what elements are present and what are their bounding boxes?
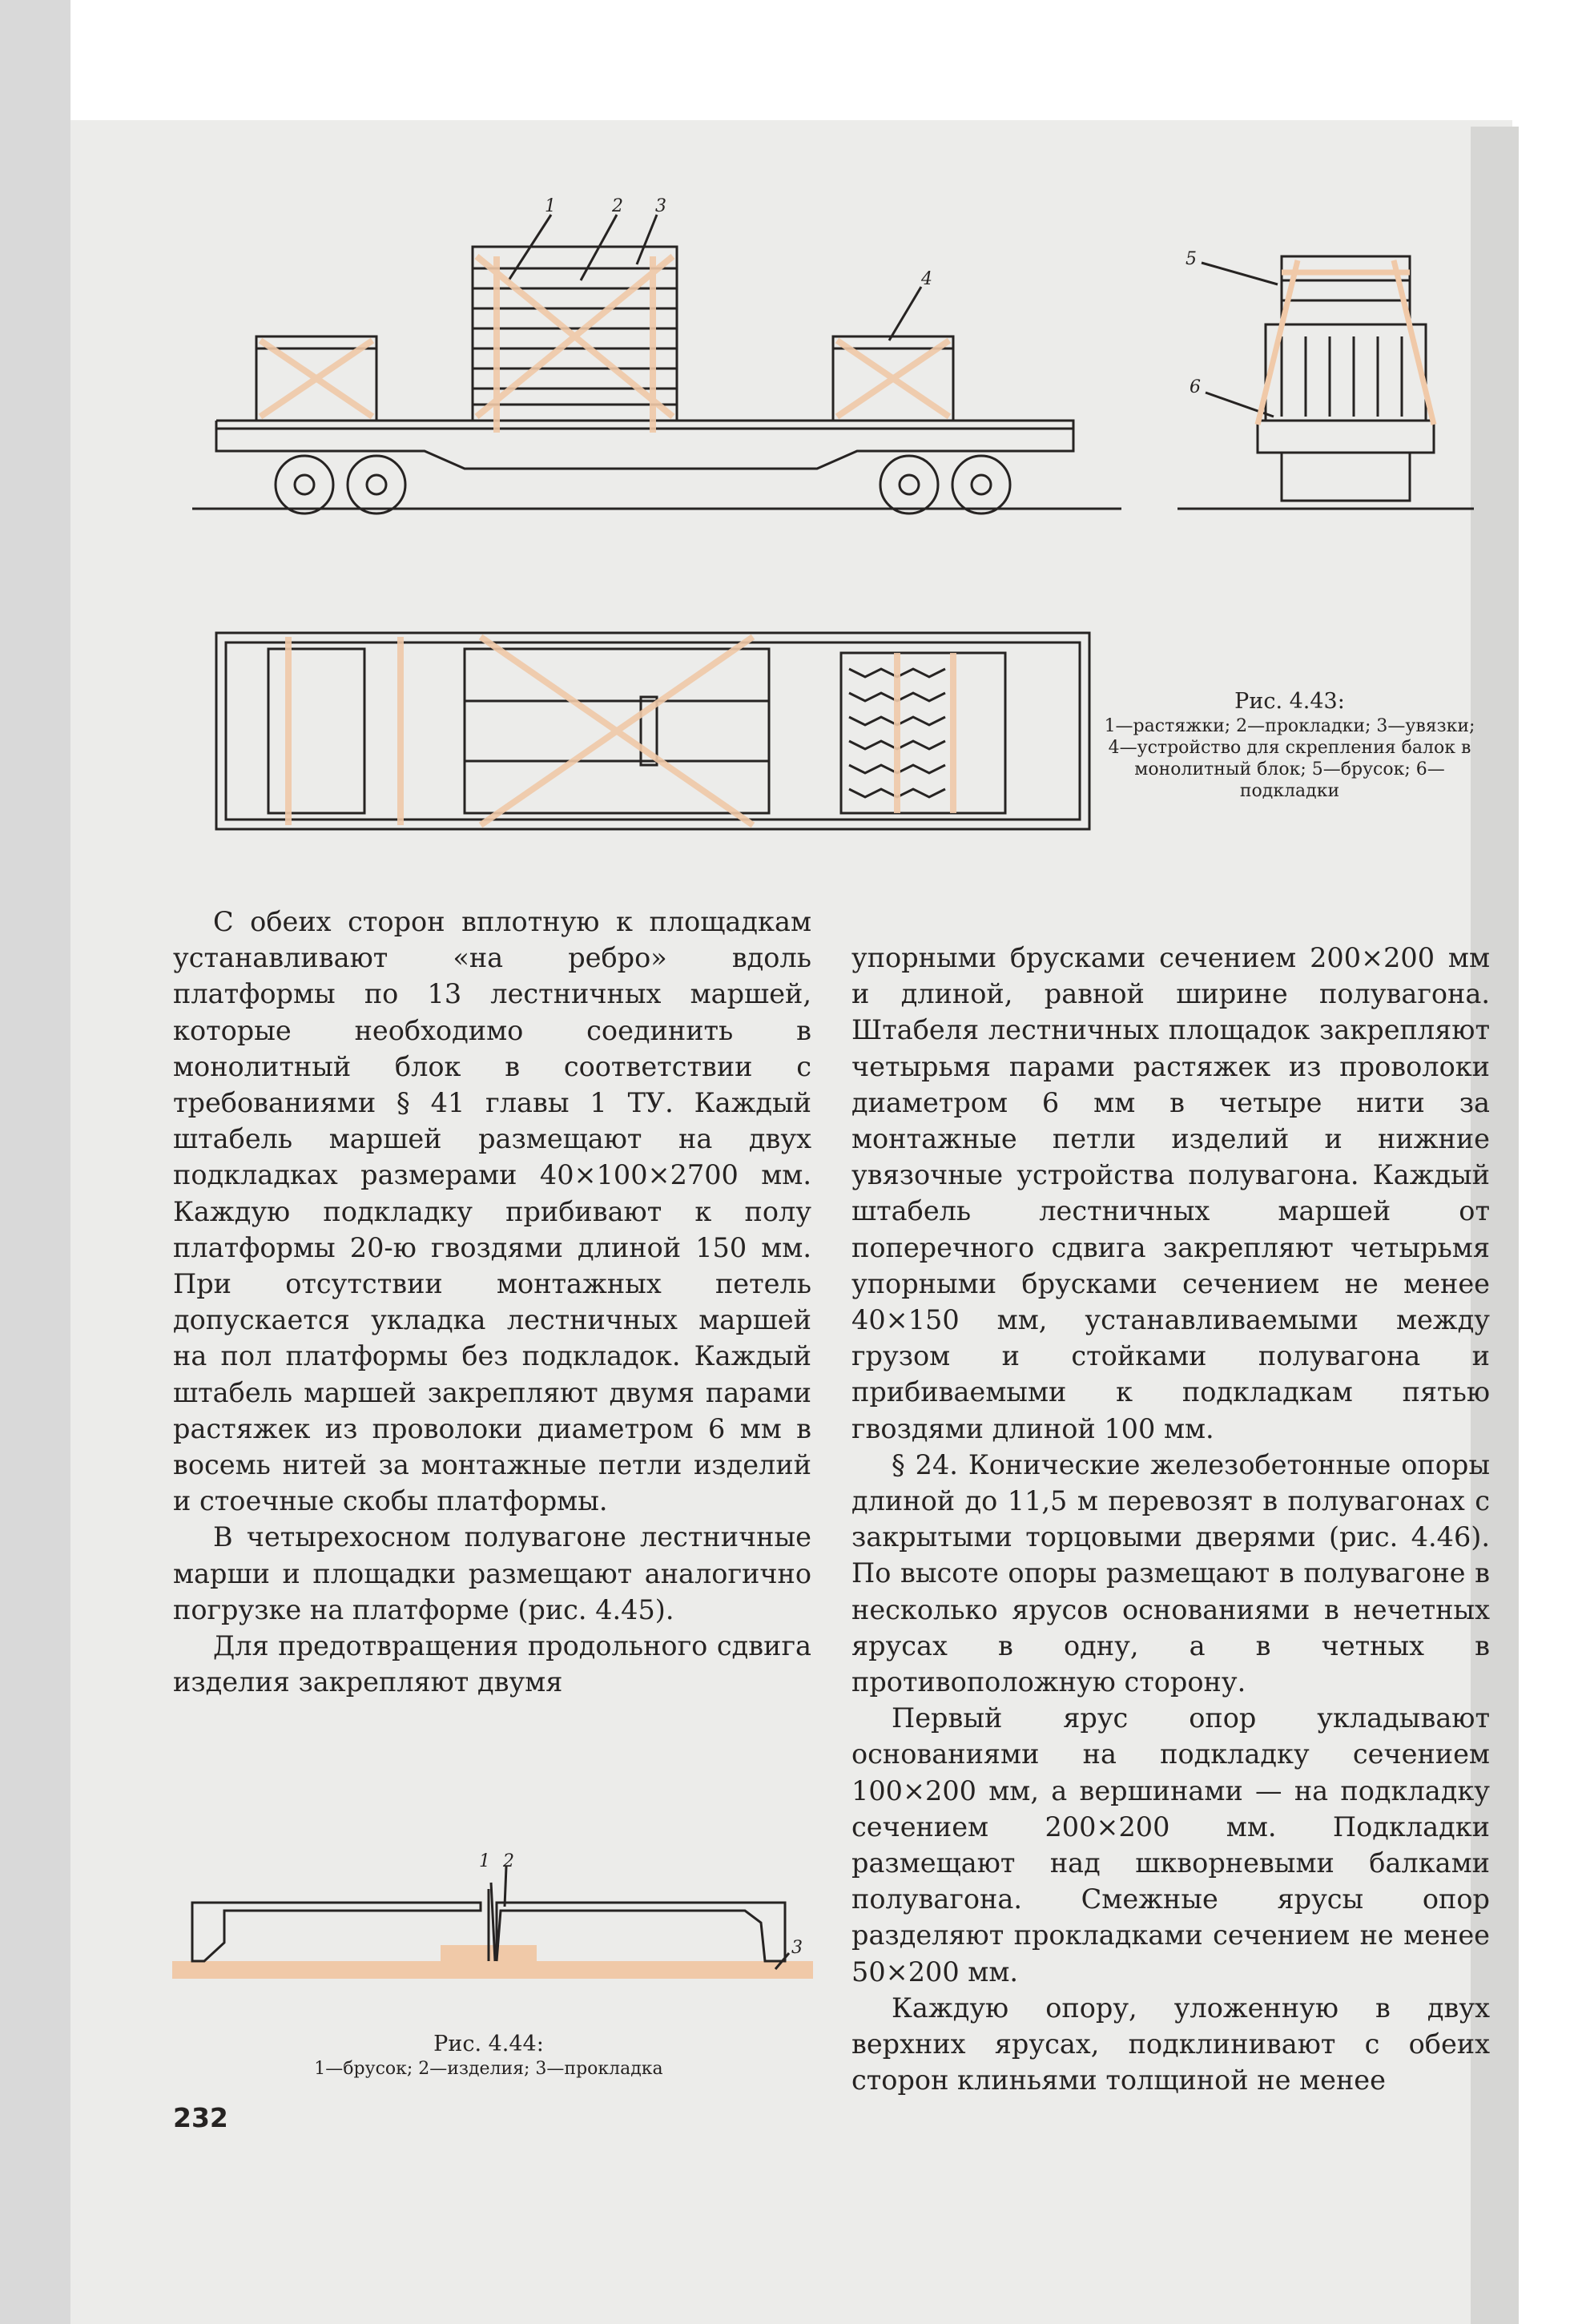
page-number: 232 [173,2102,228,2133]
figure-4-43-plan-view [208,613,1113,853]
left-paragraph-3: Для предотвращения продольного сдвига изделия закрепляют двумя [173,1630,811,1698]
right-column [851,940,1490,2099]
label-6: 6 [1190,377,1201,397]
right-paragraph-4: Каждую опору, уложенную в двух верхних ярусах, подклинивают с обеих сторон клиньями толщиной не менее [851,1992,1490,2096]
left-paragraph-1: С обеих сторон вплотную к площадкам устанавливают «на ребро» вдоль платформы по 13 лестничных маршей, которые необходимо соединить в монолитный блок в соответствии с требованиями § 41 главы 1 ТУ. Каждый штабель маршей размещают на двух подкладках размерами 40×100×2700 мм. Каждую подкладку прибивают к полу платформы 20-ю гвоздями длиной 150 мм. При отсутствии монтажных петель допускается укладка лестничных маршей на пол платформы без подкладок. Каждый штабель маршей закрепляют двумя парами растяжек из проволоки диаметром 6 мм в восемь нитей за монтажные петли изделий и стоечные скобы платформы. [173,906,811,1517]
right-paragraph-3: Первый ярус опор укладывают основаниями на подкладку сечением 100×200 мм, а вершинами — на подкладку сечением 200×200 мм. Подкладки размещают над шкворневыми балками полувагона. Смежные ярусы опор разделяют прокладками сечением не менее 50×200 мм. [851,1702,1490,1988]
label-3-fig444: 3 [791,1938,803,1958]
figure-4-43-title: Рис. 4.43: [1234,689,1345,714]
right-paragraph-1: упорными брусками сечением 200×200 мм и длиной, равной ширине полувагона. Штабеля лестничных площадок закрепляют четырьмя парами растяжек из проволоки диаметром 6 мм в четыре нити за монтажные петли изделий и нижние увязочные устройства полувагона. Каждый штабель лестничных маршей от поперечного сдвига закрепляют четырьмя упорными брусками сечением не менее 40×150 мм, устанавливаемыми между грузом и стойками полувагона и прибиваемыми к подкладкам пятью гвоздями длиной 100 мм. [851,942,1490,1444]
figure-4-44-title: Рис. 4.44: [433,2032,544,2056]
right-paragraph-2: § 24. Конические железобетонные опоры длиной до 11,5 м перевозят в полувагонах с закрытыми торцовыми дверями (рис. 4.46). По высоте опоры размещают в полувагоне в несколько ярусов основаниями в нечетных ярусах в одну, а в четных в противоположную сторону. [851,1448,1490,1698]
scan-margin-top [0,0,1578,127]
figure-4-43-end-view [1177,240,1482,529]
label-4: 4 [921,269,932,289]
label-5: 5 [1186,249,1197,269]
figure-4-43-caption [1097,691,1482,802]
figure-4-43-legend: 1—растяжки; 2—прокладки; 3—увязки; 4—устройство для скрепления балок в монолитный блок; 5—брусок; 6—подкладки [1104,716,1475,801]
figure-4-44 [168,1843,817,1995]
left-paragraph-2: В четырехосном полувагоне лестничные марши и площадки размещают аналогично погрузке на платформе (рис. 4.45). [173,1521,811,1625]
label-3: 3 [655,196,666,216]
figure-4-43-side-view [192,192,1121,545]
label-2-fig444: 2 [503,1851,514,1871]
label-2: 2 [612,196,623,216]
label-1-fig444: 1 [479,1851,490,1871]
figure-4-44-legend: 1—брусок; 2—изделия; 3—прокладка [314,2059,663,2079]
figure-4-44-caption [240,2033,737,2080]
label-1: 1 [545,196,556,216]
scan-margin-left [0,0,70,2324]
left-column [173,904,811,1700]
